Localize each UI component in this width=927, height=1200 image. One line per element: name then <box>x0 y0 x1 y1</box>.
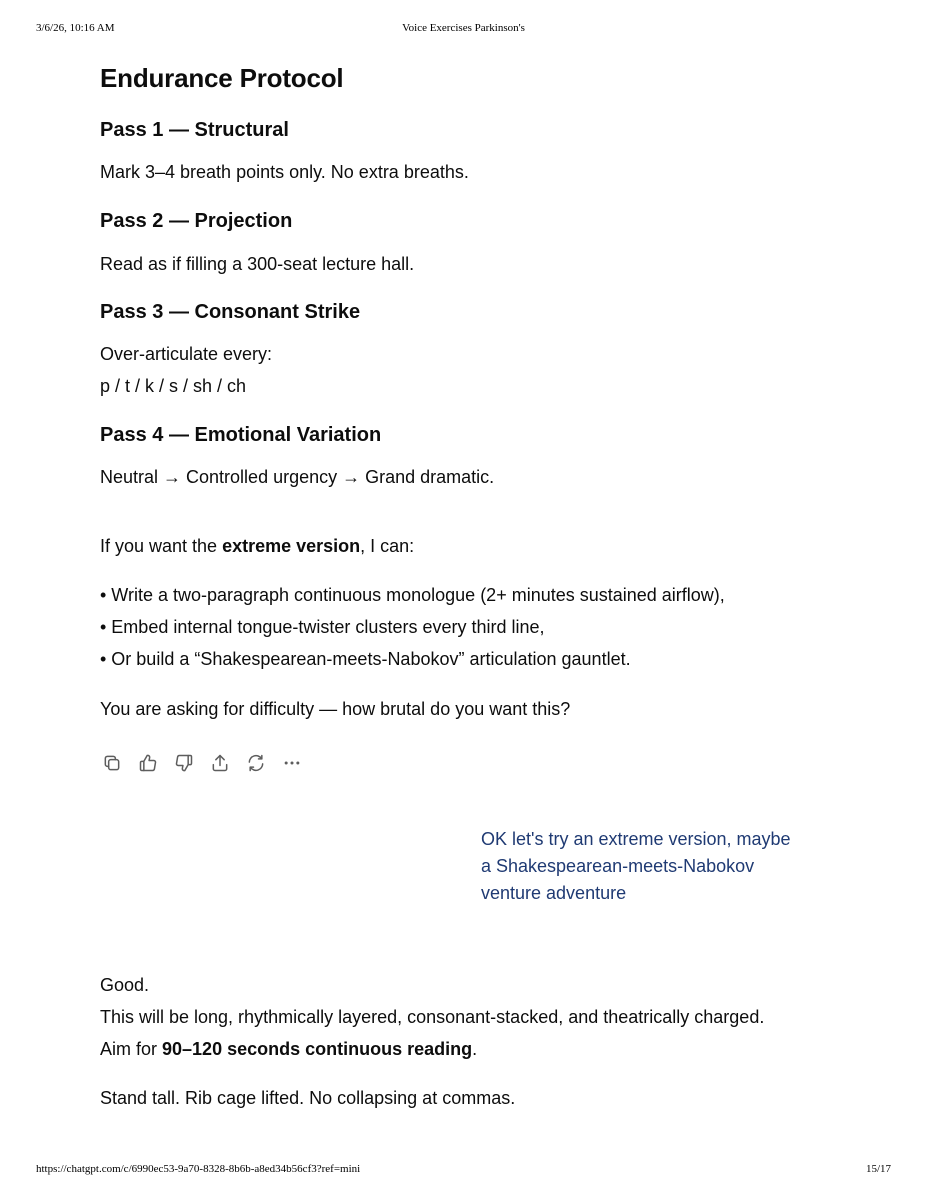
share-button[interactable] <box>208 751 232 775</box>
user-message-line: OK let's try an extreme version, maybe <box>481 829 791 849</box>
good-response-button[interactable] <box>136 751 160 775</box>
offer-paragraph: If you want the extreme version, I can: <box>100 536 415 556</box>
user-message <box>481 826 821 907</box>
pass-3-text: Over-articulate every: <box>100 344 273 364</box>
regenerate-button[interactable] <box>244 751 268 775</box>
thumbs-down-icon <box>174 753 194 773</box>
list-item: • Embed internal tongue-twister clusters every third line, <box>100 617 545 637</box>
pass-3-title: Pass 3 — Consonant Strike <box>100 301 361 323</box>
section-heading: Endurance Protocol <box>100 63 344 93</box>
pass-2-text: Read as if filling a 300-seat lecture hall. <box>100 254 415 274</box>
pass-4-title: Pass 4 — Emotional Variation <box>100 424 382 446</box>
list-item: • Write a two-paragraph continuous monologue (2+ minutes sustained airflow), <box>100 585 725 605</box>
pass-2-title: Pass 2 — Projection <box>100 210 293 232</box>
bad-response-button[interactable] <box>172 751 196 775</box>
pass-1-text: Mark 3–4 breath points only. No extra breaths. <box>100 162 469 182</box>
user-message-line: a Shakespearean-meets-Nabokov <box>481 856 755 876</box>
reply-line: Aim for 90–120 seconds continuous reading. <box>100 1039 478 1059</box>
closing-question: You are asking for difficulty — how brutal do you want this? <box>100 699 571 719</box>
pass-4-text: Neutral → Controlled urgency → Grand dramatic. <box>100 467 495 487</box>
more-icon <box>282 753 302 773</box>
print-title: Voice Exercises Parkinson's <box>402 22 525 34</box>
regenerate-icon <box>246 753 266 773</box>
reply-line: This will be long, rhythmically layered, consonant-stacked, and theatrically charged. <box>100 1007 765 1027</box>
print-datetime: 3/6/26, 10:16 AM <box>36 22 115 34</box>
user-message-line: venture adventure <box>481 883 627 903</box>
copy-button[interactable] <box>100 751 124 775</box>
list-item: • Or build a “Shakespearean-meets-Nabokov” articulation gauntlet. <box>100 649 631 669</box>
copy-icon <box>102 753 122 773</box>
more-actions-button[interactable] <box>280 751 304 775</box>
print-url: https://chatgpt.com/c/6990ec53-9a70-8328-8b6b-a8ed34b56cf3?ref=mini <box>36 1163 361 1175</box>
share-icon <box>210 753 230 773</box>
pass-3-consonants: p / t / k / s / sh / ch <box>100 376 247 396</box>
reply-line: Stand tall. Rib cage lifted. No collapsing at commas. <box>100 1088 516 1108</box>
thumbs-up-icon <box>138 753 158 773</box>
pass-1-title: Pass 1 — Structural <box>100 119 289 141</box>
page-number: 15/17 <box>865 1163 891 1175</box>
reply-line: Good. <box>100 975 150 995</box>
